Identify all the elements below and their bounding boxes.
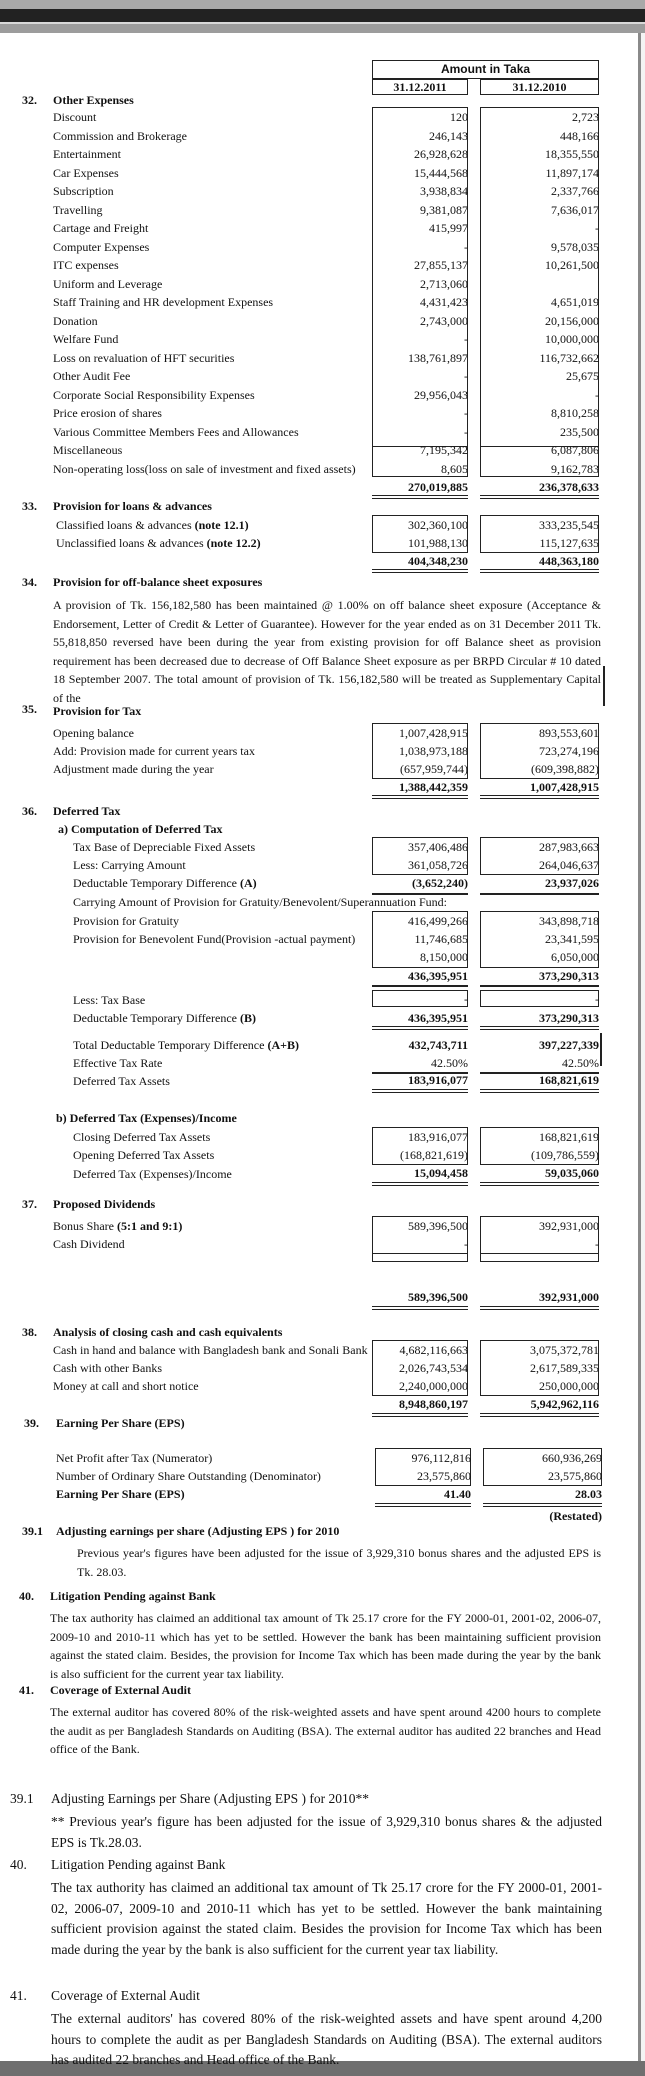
s41-paragraph: The external auditor has covered 80% of the risk-weighted assets and have spent around 4200 hours to complete the audit as per Bangladesh Standards on Auditing (BSA). The external auditor has audited 22 branches and Head office of the Bank. — [50, 1705, 601, 1756]
double-underline — [480, 1182, 599, 1186]
section-title-external-audit: Coverage of External Audit — [50, 1683, 191, 1697]
row-label: Discount — [53, 110, 97, 124]
underline — [480, 985, 599, 987]
row-value-2011: 415,997 — [429, 221, 468, 235]
row-value-2010: (109,786,559) — [531, 1148, 599, 1162]
eff-rate-2010: 42.50% — [562, 1056, 599, 1070]
row-value-2011: (168,821,619) — [400, 1148, 468, 1162]
row-value-2011: 246,143 — [429, 128, 468, 143]
row-value-2010: 235,500 — [560, 424, 599, 439]
double-underline — [372, 1413, 468, 1417]
s32-total-2011: 270,019,885 — [408, 480, 468, 494]
eps-2010: 28.03 — [575, 1487, 602, 1501]
row-value-2011: 2,743,000 — [420, 313, 468, 328]
row-value-2011: 8,150,000 — [420, 950, 468, 964]
row-value-2010: 2,723 — [572, 110, 599, 124]
s38-total-2010: 5,942,962,116 — [530, 1397, 599, 1411]
row-value-2010: 115,127,635 — [539, 536, 599, 550]
row-label: Corporate Social Responsibility Expenses — [53, 387, 255, 402]
subsection-title-deferred-income: b) Deferred Tax (Expenses)/Income — [56, 1111, 237, 1125]
row-label — [73, 1011, 256, 1025]
section-title-provision-tax: Provision for Tax — [53, 704, 142, 718]
row-value-2011: 15,444,568 — [414, 165, 468, 180]
row-value-2011: 4,431,423 — [420, 295, 468, 309]
revised-title-external-audit: Coverage of External Audit — [51, 1988, 200, 2003]
dtd-a-2011: (3,652,240) — [412, 876, 468, 890]
revised-section-number: 41. — [10, 1988, 27, 2003]
s36a-subtotal-2011: 436,395,951 — [408, 969, 468, 983]
row-value-2011: - — [464, 406, 468, 420]
bonus-2010: 392,931,000 — [539, 1219, 599, 1233]
row-label: Price erosion of shares — [53, 406, 162, 420]
row-label: Opening Deferred Tax Assets — [73, 1148, 215, 1162]
row-label: Number of Ordinary Share Outstanding (Denominator) — [56, 1469, 321, 1483]
row-label: Cash Dividend — [53, 1237, 125, 1251]
row-value-2010: 116,732,662 — [539, 350, 599, 365]
row-value-2011: - — [464, 369, 468, 383]
row-value-2011: 361,058,726 — [408, 858, 468, 872]
row-value-2010: 168,821,619 — [539, 1130, 599, 1144]
row-value-2010: 250,000,000 — [539, 1379, 599, 1393]
cash-dividend-2011: - — [464, 1237, 468, 1251]
s37-box-bottom-2011 — [372, 1254, 468, 1262]
row-label: Staff Training and HR development Expenses — [53, 295, 274, 309]
row-value-2010: 9,578,035 — [551, 239, 599, 254]
row-value-2010: 20,156,000 — [545, 313, 599, 328]
row-label: Donation — [53, 313, 98, 328]
row-value-2011: 2,026,743,534 — [399, 1361, 468, 1375]
eps-label: Earning Per Share (EPS) — [56, 1487, 185, 1501]
double-underline — [480, 495, 599, 499]
row-label: Deferred Tax (Expenses)/Income — [73, 1167, 232, 1181]
row-label: Travelling — [53, 202, 103, 217]
row-label: Tax Base of Depreciable Fixed Assets — [73, 840, 256, 854]
section-title-proposed-dividends: Proposed Dividends — [53, 1197, 156, 1211]
section-title-provision-loans: Provision for loans & advances — [53, 499, 212, 513]
row-value-2011: 9,381,087 — [420, 202, 468, 217]
s37-total-2010: 392,931,000 — [539, 1290, 599, 1304]
section-number: 39.1 — [22, 1524, 43, 1538]
row-value-2010: - — [595, 221, 599, 235]
row-value-2010: 23,575,860 — [548, 1469, 602, 1483]
row-label-text: Classified loans & advances — [56, 518, 192, 532]
viewer-toolbar — [0, 0, 645, 9]
row-value-2011: 120 — [450, 110, 468, 124]
section-title-other-expenses: Other Expenses — [53, 93, 134, 107]
revised-title-adjusting-eps: Adjusting Earnings per Share (Adjusting EPS ) for 2010** — [51, 1791, 369, 1806]
row-value-2010: 11,897,174 — [545, 165, 599, 180]
double-underline — [480, 1026, 599, 1030]
bonus-ratio: (5:1 and 9:1) — [117, 1219, 183, 1233]
revised-s39-1-paragraph: ** Previous year's figure has been adjusted for the issue of 3,929,310 bonus shares & the adjusted EPS is Tk.28.03. — [51, 1814, 602, 1850]
section-title-deferred-tax: Deferred Tax — [53, 804, 121, 818]
document-page — [0, 33, 638, 2067]
double-underline — [480, 569, 599, 573]
double-underline — [372, 569, 468, 573]
dta-2010: 168,821,619 — [539, 1073, 599, 1087]
col-2011-header: 31.12.2011 — [393, 80, 447, 94]
section-number: 32. — [22, 93, 37, 107]
row-value-2011: 2,240,000,000 — [399, 1379, 468, 1393]
row-label: Subscription — [53, 184, 114, 198]
s34-paragraph: A provision of Tk. 156,182,580 has been maintained @ 1.00% on off balance sheet exposure (Acceptance & Endorsement, Letter of Credit & Letter of Guarantee). However for the year ended as on 31 December 2011 Tk. 55,818,850 reversed have been during the year from existing provision for off Balance sheet as provision requirement has been decreased due to decrease of Off Balance Sheet exposure as per BRPD Circular # 10 dated 18 September 2007. The total amount of provision of Tk. 156,182,580 will be treated as Supplementary Capital of the — [53, 598, 601, 705]
row-value-2010: 343,898,718 — [539, 914, 599, 928]
row-label — [73, 1038, 299, 1052]
section-title-cash-equivalents: Analysis of closing cash and cash equivalents — [53, 1325, 283, 1339]
tag: (A) — [239, 876, 257, 890]
row-label: Miscellaneous — [53, 443, 123, 457]
carrying-amount-label: Carrying Amount of Provision for Gratuity/Benevolent/Superannuation Fund: — [73, 895, 447, 909]
row-value-2010: - — [595, 992, 599, 1006]
section-number: 34. — [22, 575, 37, 589]
row-value-2010: 3,075,372,781 — [530, 1343, 599, 1357]
row-label: Closing Deferred Tax Assets — [73, 1130, 211, 1144]
row-label: Cash with other Banks — [53, 1361, 162, 1375]
row-value-2010: 264,046,637 — [539, 858, 599, 872]
row-label: Less: Carrying Amount — [73, 858, 186, 872]
revised-s40-paragraph: The tax authority has claimed an additional tax amount of Tk 25.17 crore for the FY 2000-01, 2001-02, 2006-07, 2009-10 and 2010-11 which has yet to be settled. However the bank maintaining sufficient provision against the stated claim. Besides the provision for Income Tax which has been made during the year by the bank is also sufficient for the current year tax liability. — [51, 1880, 602, 1957]
double-underline — [372, 795, 468, 799]
row-label: Deferred Tax Assets — [73, 1074, 170, 1088]
row-value-2010: 7,636,017 — [551, 202, 599, 217]
row-value-2011: 357,406,486 — [408, 840, 468, 854]
section-title-adjusting-eps: Adjusting earnings per share (Adjusting EPS ) for 2010 — [56, 1524, 340, 1538]
dta-2011: 183,916,077 — [408, 1073, 468, 1087]
section-number: 38. — [22, 1325, 37, 1339]
section-number: 36. — [22, 804, 37, 818]
revised-s41-paragraph: The external auditors' has covered 80% of the risk-weighted assets and have spent around 4,200 hours to complete the audit as per Bangladesh Standards on Auditing (BSA). The external auditors has audited 22 branches and Head office of the Bank. — [51, 2011, 602, 2067]
s35-total-2011: 1,388,442,359 — [399, 780, 468, 794]
row-value-2011: 2,713,060 — [420, 276, 468, 291]
row-label-text: Unclassified loans & advances — [56, 536, 204, 550]
double-underline — [480, 1089, 599, 1093]
row-value-2011: 27,855,137 — [414, 258, 468, 272]
row-label — [73, 876, 257, 890]
s37-box-bottom-2010 — [480, 1254, 599, 1262]
row-value-2011: 183,916,077 — [408, 1130, 468, 1144]
s35-total-2010: 1,007,428,915 — [530, 780, 599, 794]
double-underline — [483, 1503, 602, 1507]
row-label: Loss on revaluation of HFT securities — [53, 350, 235, 365]
row-value-2011: 7,195,342 — [420, 443, 468, 457]
row-label: Uniform and Leverage — [53, 276, 163, 291]
s36b-total-2010: 59,035,060 — [545, 1166, 599, 1180]
eff-rate-2011: 42.50% — [431, 1056, 468, 1070]
row-label: Various Committee Members Fees and Allowances — [53, 424, 299, 439]
double-underline — [372, 1182, 468, 1186]
s32-total-2010: 236,378,633 — [539, 480, 599, 494]
row-value-2011: 416,499,266 — [408, 914, 468, 928]
dtd-b-2011: 436,395,951 — [408, 1011, 468, 1025]
row-value-2011: 23,575,860 — [417, 1469, 471, 1483]
revised-section-number: 40. — [10, 1857, 27, 1872]
row-label-text: Deductable Temporary Difference — [73, 1011, 240, 1025]
section-number: 37. — [22, 1197, 37, 1211]
row-label: Car Expenses — [53, 165, 119, 180]
cash-dividend-2010: - — [595, 1237, 599, 1251]
row-value-2011: 138,761,897 — [408, 350, 468, 365]
double-underline — [372, 1089, 468, 1093]
s36a-subtotal-2010: 373,290,313 — [539, 969, 599, 983]
row-value-2011: 976,112,816 — [411, 1451, 471, 1465]
double-underline — [480, 795, 599, 799]
row-label-text: Total Deductable Temporary Difference — [73, 1038, 268, 1052]
double-underline — [372, 1026, 468, 1030]
s32-box-2010-bottom — [480, 437, 599, 477]
row-value-2010: - — [595, 387, 599, 402]
bonus-2011: 589,396,500 — [408, 1219, 468, 1233]
row-label: Net Profit after Tax (Numerator) — [56, 1451, 213, 1465]
section-title-off-balance: Provision for off-balance sheet exposures — [53, 575, 263, 589]
note-ref: (note 12.1) — [194, 518, 249, 532]
row-label: Opening balance — [53, 726, 134, 740]
row-value-2011: 11,746,685 — [414, 932, 468, 946]
row-label: Entertainment — [53, 147, 121, 161]
row-value-2010: 25,675 — [566, 369, 599, 383]
tag: (B) — [239, 1011, 256, 1025]
row-value-2010: 6,050,000 — [551, 950, 599, 964]
row-label: Non-operating loss(loss on sale of investment and fixed assets) — [53, 461, 356, 476]
underline — [480, 893, 599, 895]
margin-line — [600, 1033, 602, 1066]
row-value-2011: 4,682,116,663 — [399, 1343, 468, 1357]
s33-total-2011: 404,348,230 — [408, 554, 468, 568]
dtd-a-2010: 23,937,026 — [545, 876, 599, 890]
row-label: Provision for Benevolent Fund(Provision -actual payment) — [73, 932, 356, 946]
row-value-2010: 10,261,500 — [545, 258, 599, 272]
row-value-2011: - — [464, 424, 468, 439]
row-value-2010: 18,355,550 — [545, 147, 599, 161]
viewer-title-bar — [0, 9, 645, 22]
revised-title-litigation: Litigation Pending against Bank — [51, 1857, 226, 1872]
row-label: Adjustment made during the year — [53, 762, 214, 776]
row-value-2011: - — [464, 239, 468, 254]
row-value-2011: 302,360,100 — [408, 518, 468, 532]
double-underline — [372, 1306, 468, 1310]
viewer-ruler — [0, 24, 645, 33]
row-label: Commission and Brokerage — [53, 128, 187, 143]
s32-box-2011-bottom — [372, 437, 468, 477]
double-underline — [372, 495, 468, 499]
row-value-2010: 6,087,806 — [551, 443, 599, 457]
row-value-2011: 26,928,628 — [414, 147, 468, 161]
double-underline — [480, 1306, 599, 1310]
row-value-2010: 23,341,595 — [545, 932, 599, 946]
section-title-litigation: Litigation Pending against Bank — [50, 1589, 216, 1603]
row-label: Cash in hand and balance with Bangladesh bank and Sonali Bank — [53, 1343, 368, 1357]
row-value-2011: 8,605 — [441, 461, 468, 476]
row-value-2010: 287,983,663 — [539, 840, 599, 854]
subsection-title-computation: a) Computation of Deferred Tax — [58, 822, 223, 836]
section-number: 41. — [19, 1683, 34, 1697]
row-value-2011: 1,007,428,915 — [399, 726, 468, 740]
row-label: Other Audit Fee — [53, 369, 131, 383]
section-number: 40. — [19, 1589, 34, 1603]
dtd-b-2010: 373,290,313 — [539, 1011, 599, 1025]
row-label: Add: Provision made for current years tax — [53, 744, 255, 758]
row-value-2010: 333,235,545 — [539, 518, 599, 532]
double-underline — [480, 1413, 599, 1417]
underline — [372, 985, 468, 987]
s40-paragraph: The tax authority has claimed an additional tax amount of Tk 25.17 crore for the FY 2000-01, 2001-02, 2006-07, 2009-10 and 2010-11 which has yet to be settled. However the bank has been maintaining sufficient provision against the stated claim. Besides, the provision for Income Tax which has been made during the year by the bank is also sufficient for the current year tax liability. — [50, 1611, 601, 1681]
row-value-2010: 2,337,766 — [551, 184, 599, 198]
row-value-2010: 723,274,196 — [539, 744, 599, 758]
row-value-2010: (609,398,882) — [531, 762, 599, 776]
row-value-2011: 1,038,973,188 — [399, 744, 468, 758]
total-dtd-2010: 397,227,339 — [539, 1038, 599, 1052]
row-label: Computer Expenses — [53, 239, 150, 254]
row-value-2011: 101,988,130 — [408, 536, 468, 550]
s39-1-paragraph: Previous year's figures have been adjusted for the issue of 3,929,310 bonus shares and the adjusted EPS is Tk. 28.03. — [77, 1546, 601, 1579]
row-label-text: Deductable Temporary Difference — [73, 876, 240, 890]
row-label: Effective Tax Rate — [73, 1056, 163, 1070]
row-value-2010: 8,810,258 — [551, 406, 599, 420]
eps-2011: 41.40 — [444, 1487, 471, 1501]
row-value-2011: (657,959,744) — [400, 762, 468, 776]
row-value-2010: 2,617,589,335 — [530, 1361, 599, 1375]
section-number: 39. — [24, 1416, 39, 1430]
row-label: Cartage and Freight — [53, 221, 149, 235]
s36b-total-2011: 15,094,458 — [414, 1166, 468, 1180]
row-label: Less: Tax Base — [73, 993, 146, 1007]
row-value-2011: 3,938,834 — [420, 184, 468, 198]
section-number: 35. — [22, 702, 37, 716]
row-value-2011: - — [464, 992, 468, 1006]
row-label: Provision for Gratuity — [73, 914, 179, 928]
row-label: Welfare Fund — [53, 332, 119, 346]
s33-total-2010: 448,363,180 — [539, 554, 599, 568]
row-label-text: Bonus Share — [53, 1219, 117, 1233]
section-number: 33. — [22, 499, 37, 513]
row-value-2010: 4,651,019 — [551, 295, 599, 309]
row-value-2010: 448,166 — [560, 128, 599, 143]
row-value-2010: 660,936,269 — [542, 1451, 602, 1465]
double-underline — [375, 1503, 471, 1507]
row-label — [56, 518, 249, 532]
s38-total-2011: 8,948,860,197 — [399, 1397, 468, 1411]
section-title-eps: Earning Per Share (EPS) — [56, 1416, 185, 1430]
row-label — [53, 1219, 182, 1233]
total-dtd-2011: 432,743,711 — [408, 1038, 468, 1052]
row-label: ITC expenses — [53, 258, 119, 272]
row-value-2011: 29,956,043 — [414, 387, 468, 402]
row-value-2010: 10,000,000 — [545, 332, 599, 346]
restated-label: (Restated) — [549, 1509, 602, 1523]
adjacent-page-edge — [641, 33, 645, 2061]
col-2010-header: 31.12.2010 — [512, 80, 567, 94]
row-value-2010: 893,553,601 — [539, 726, 599, 740]
row-value-2010: 9,162,783 — [551, 461, 599, 476]
tag: (A+B) — [267, 1038, 299, 1052]
row-label: Money at call and short notice — [53, 1379, 199, 1393]
s37-total-2011: 589,396,500 — [408, 1290, 468, 1304]
revised-section-number: 39.1 — [10, 1791, 34, 1806]
amount-in-taka-label: Amount in Taka — [440, 62, 531, 76]
row-value-2011: - — [464, 332, 468, 346]
margin-line — [603, 666, 605, 706]
note-ref: (note 12.2) — [206, 536, 261, 550]
row-label — [56, 536, 261, 550]
